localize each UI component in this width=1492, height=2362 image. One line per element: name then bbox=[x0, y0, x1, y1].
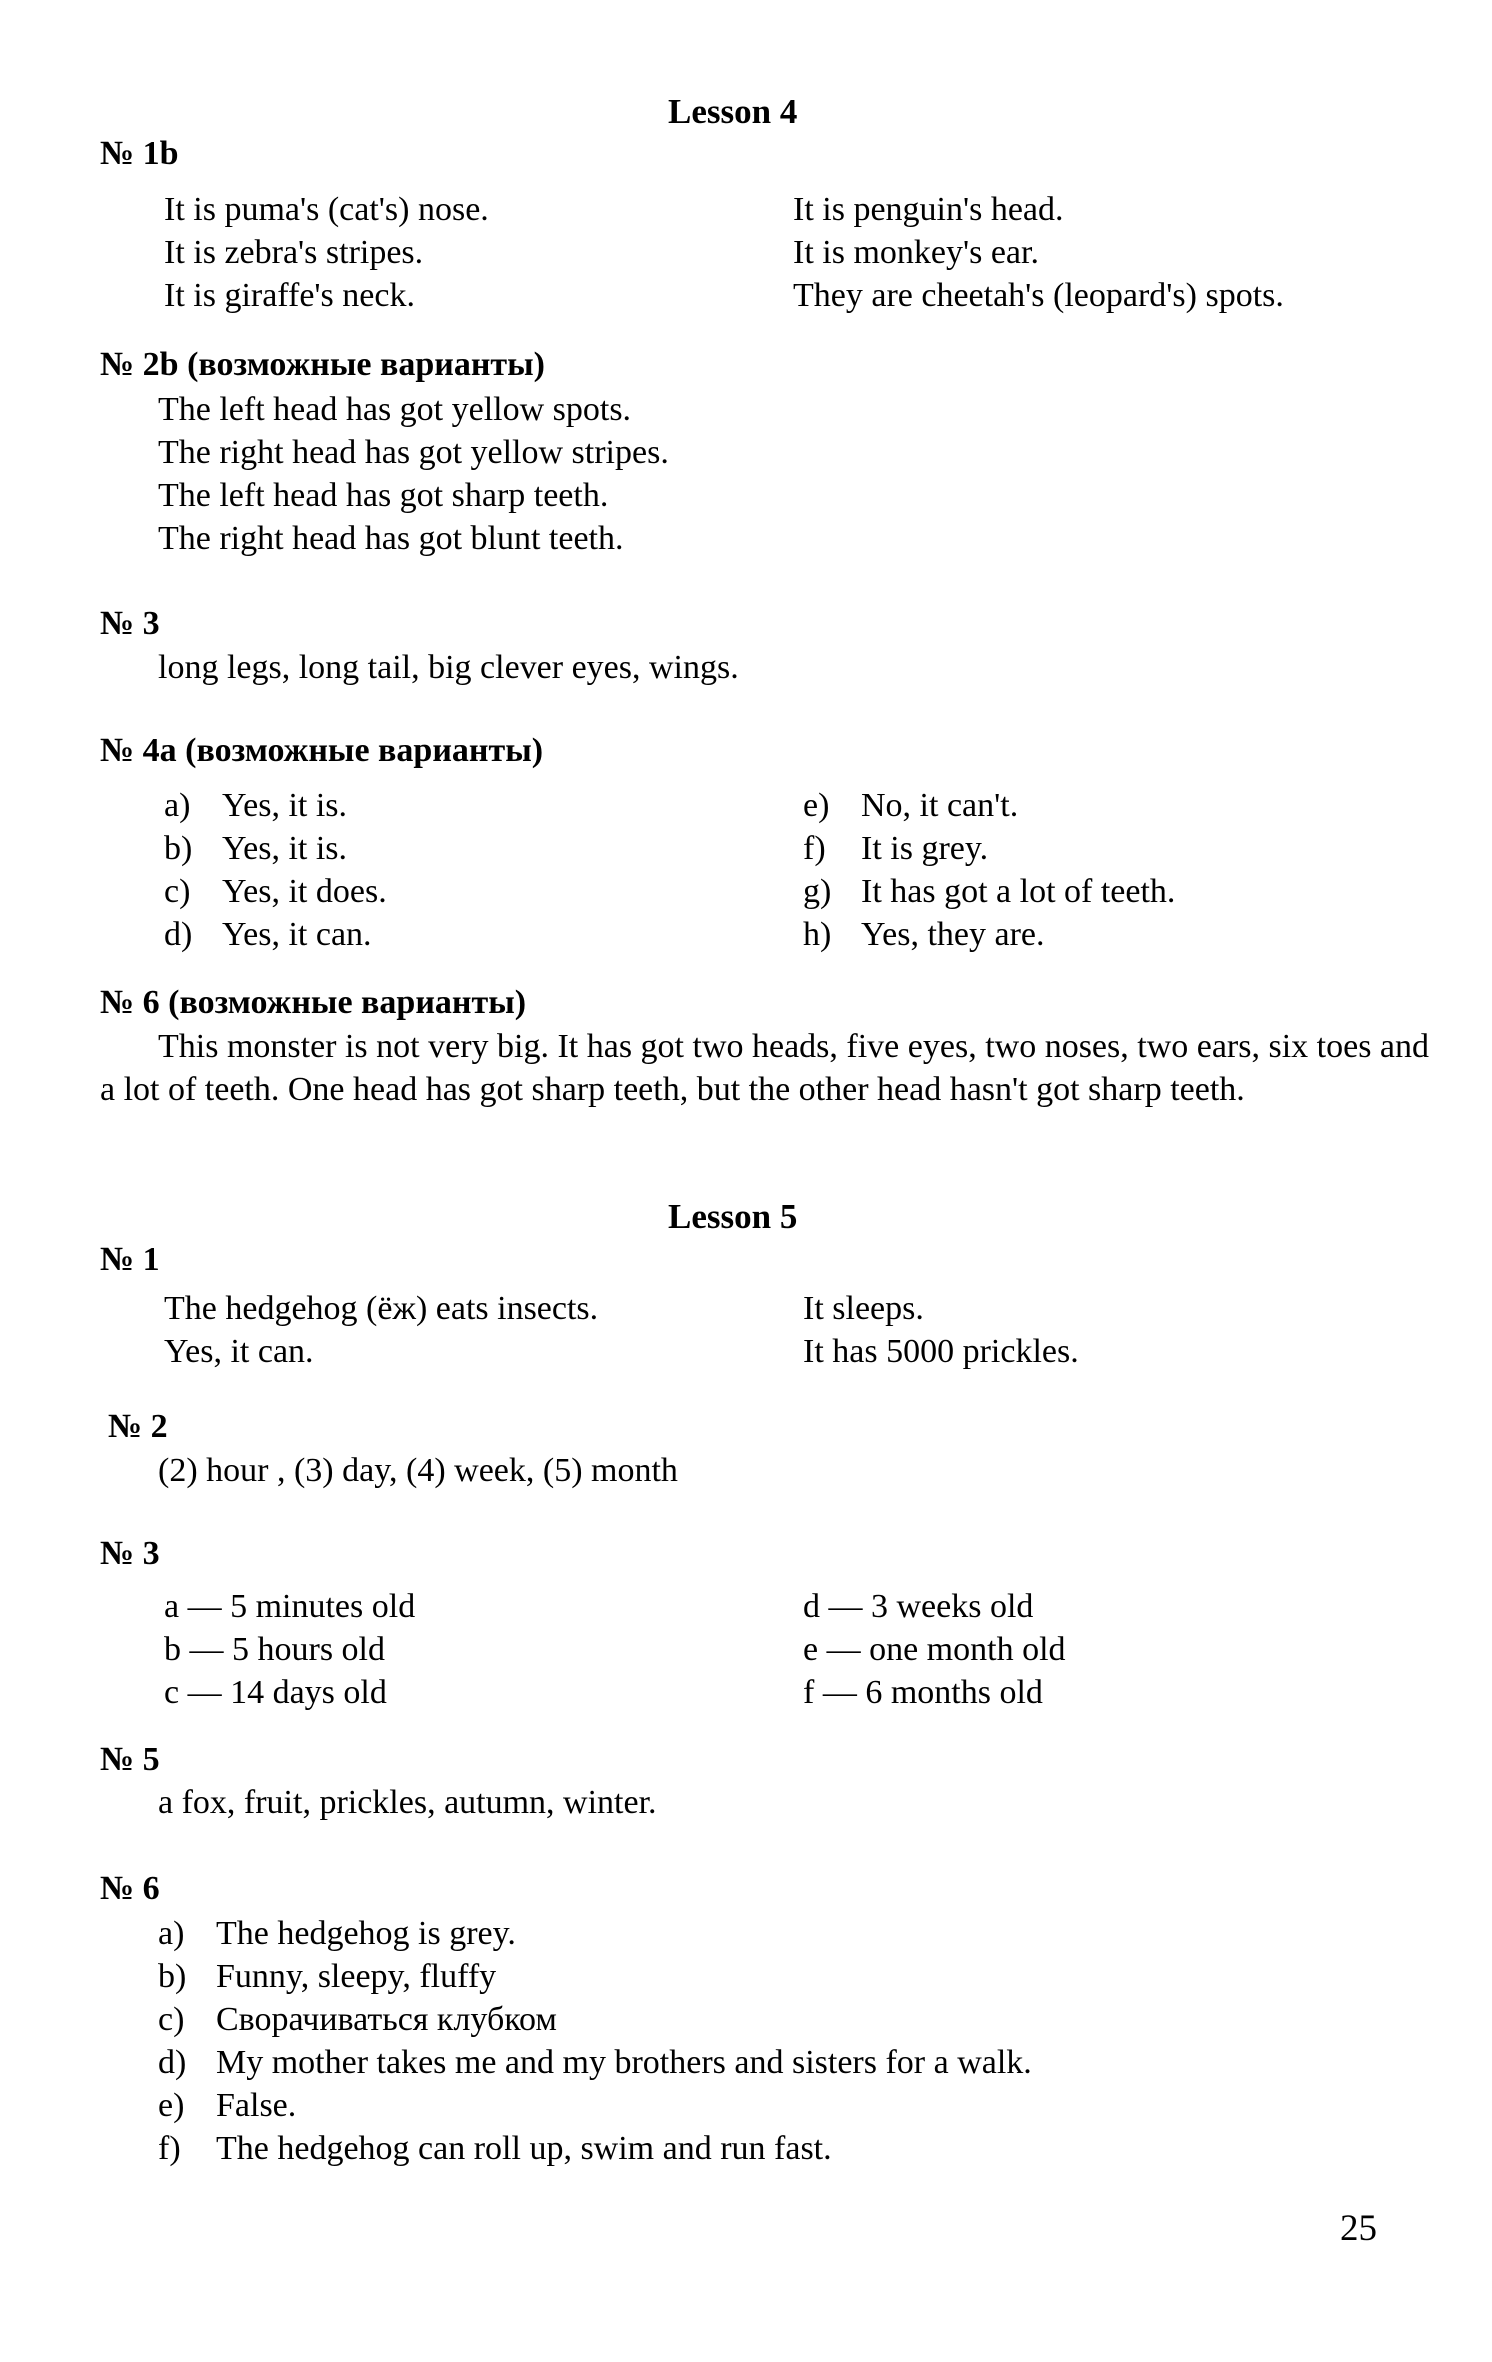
answer-line: f — 6 months old bbox=[803, 1674, 1043, 1711]
item-label: f) bbox=[158, 2130, 181, 2167]
exercise-2b-heading: № 2b (возможные варианты) bbox=[100, 346, 545, 383]
item-text: The hedgehog is grey. bbox=[216, 1915, 516, 1952]
item-label: e) bbox=[803, 787, 830, 824]
exercise-5-answer: a fox, fruit, prickles, autumn, winter. bbox=[158, 1784, 657, 1821]
item-text: It is grey. bbox=[861, 830, 989, 867]
exercise-1-right-column bbox=[803, 1287, 1079, 1373]
answer-line: It has 5000 prickles. bbox=[803, 1333, 1079, 1370]
answer-line: It is monkey's ear. bbox=[793, 234, 1039, 271]
exercise-6-l5-list bbox=[158, 1912, 1032, 2170]
list-item bbox=[158, 1998, 1032, 2041]
item-label: d) bbox=[158, 2044, 187, 2081]
exercise-6-paragraph: This monster is not very big. It has got two heads, five eyes, two noses, two ears, six toes and a lot of teeth. One head has got sharp teeth, but the other head hasn't got sharp teeth. bbox=[100, 1028, 1430, 1108]
item-label: b) bbox=[158, 1958, 187, 1995]
item-label: e) bbox=[158, 2087, 185, 2124]
exercise-5-heading: № 5 bbox=[100, 1741, 160, 1778]
list-item bbox=[803, 870, 1175, 913]
answer-line: e — one month old bbox=[803, 1631, 1066, 1668]
item-label: c) bbox=[164, 873, 191, 910]
answer-line: It is giraffe's neck. bbox=[164, 277, 415, 314]
exercise-3-l5-heading: № 3 bbox=[100, 1535, 160, 1572]
exercise-4a-left-column bbox=[164, 784, 387, 956]
exercise-2-answer: (2) hour , (3) day, (4) week, (5) month bbox=[158, 1452, 678, 1489]
answer-line: It sleeps. bbox=[803, 1290, 924, 1327]
exercise-3-heading: № 3 bbox=[100, 605, 160, 642]
item-label: a) bbox=[164, 787, 191, 824]
item-text: The hedgehog can roll up, swim and run fast. bbox=[216, 2130, 832, 2167]
item-text: Yes, it can. bbox=[222, 916, 372, 953]
exercise-6-l5-heading: № 6 bbox=[100, 1870, 160, 1907]
item-text: Сворачиваться клубком bbox=[216, 2001, 557, 2038]
list-item bbox=[164, 784, 387, 827]
answer-line: b — 5 hours old bbox=[164, 1631, 385, 1668]
list-item bbox=[158, 1912, 1032, 1955]
answer-line: Yes, it can. bbox=[164, 1333, 314, 1370]
exercise-1b-heading: № 1b bbox=[100, 135, 179, 172]
list-item bbox=[164, 870, 387, 913]
answer-line: d — 3 weeks old bbox=[803, 1588, 1034, 1625]
exercise-4a-heading: № 4a (возможные варианты) bbox=[100, 732, 544, 769]
answer-line: c — 14 days old bbox=[164, 1674, 387, 1711]
item-text: Funny, sleepy, fluffy bbox=[216, 1958, 497, 1995]
list-item bbox=[158, 2041, 1032, 2084]
lesson-5-title: Lesson 5 bbox=[668, 1197, 798, 1236]
item-label: c) bbox=[158, 2001, 185, 2038]
exercise-2b-lines bbox=[158, 388, 669, 560]
list-item bbox=[158, 2127, 1032, 2170]
list-item bbox=[803, 913, 1175, 956]
item-label: b) bbox=[164, 830, 193, 867]
item-text: Yes, it is. bbox=[222, 830, 348, 867]
answer-line: a — 5 minutes old bbox=[164, 1588, 416, 1625]
exercise-1-left-column bbox=[164, 1287, 598, 1373]
list-item bbox=[158, 2084, 1032, 2127]
list-item bbox=[164, 913, 387, 956]
answer-line: The hedgehog (ёж) eats insects. bbox=[164, 1290, 599, 1327]
lesson-4-title: Lesson 4 bbox=[668, 92, 798, 131]
list-item bbox=[803, 827, 1175, 870]
item-label: d) bbox=[164, 916, 193, 953]
exercise-1b-right-column bbox=[793, 188, 1284, 317]
answer-line: They are cheetah's (leopard's) spots. bbox=[793, 277, 1284, 314]
item-text: False. bbox=[216, 2087, 297, 2124]
item-text: My mother takes me and my brothers and sisters for a walk. bbox=[216, 2044, 1032, 2081]
item-text: Yes, it is. bbox=[222, 787, 348, 824]
answer-line: The left head has got sharp teeth. bbox=[158, 477, 609, 514]
exercise-6-heading: № 6 (возможные варианты) bbox=[100, 984, 527, 1021]
answer-line: The left head has got yellow spots. bbox=[158, 391, 632, 428]
exercise-1b-left-column bbox=[164, 188, 489, 317]
item-label: f) bbox=[803, 830, 826, 867]
item-text: No, it can't. bbox=[861, 787, 1019, 824]
exercise-3-l5-left-column bbox=[164, 1585, 415, 1714]
answer-line: The right head has got blunt teeth. bbox=[158, 520, 624, 557]
list-item bbox=[158, 1955, 1032, 1998]
answer-line: The right head has got yellow stripes. bbox=[158, 434, 669, 471]
exercise-3-l5-right-column bbox=[803, 1585, 1066, 1714]
list-item bbox=[164, 827, 387, 870]
answer-line: It is zebra's stripes. bbox=[164, 234, 424, 271]
exercise-3-answer: long legs, long tail, big clever eyes, wings. bbox=[158, 649, 739, 686]
item-label: a) bbox=[158, 1915, 185, 1952]
item-text: Yes, they are. bbox=[861, 916, 1045, 953]
item-text: Yes, it does. bbox=[222, 873, 387, 910]
page-number: 25 bbox=[1340, 2208, 1377, 2249]
exercise-1-heading: № 1 bbox=[100, 1241, 160, 1278]
answer-line: It is penguin's head. bbox=[793, 191, 1064, 228]
item-label: g) bbox=[803, 873, 832, 910]
answer-line: It is puma's (cat's) nose. bbox=[164, 191, 489, 228]
item-label: h) bbox=[803, 916, 832, 953]
item-text: It has got a lot of teeth. bbox=[861, 873, 1176, 910]
list-item bbox=[803, 784, 1175, 827]
exercise-2-heading: № 2 bbox=[108, 1408, 168, 1445]
exercise-4a-right-column bbox=[803, 784, 1175, 956]
